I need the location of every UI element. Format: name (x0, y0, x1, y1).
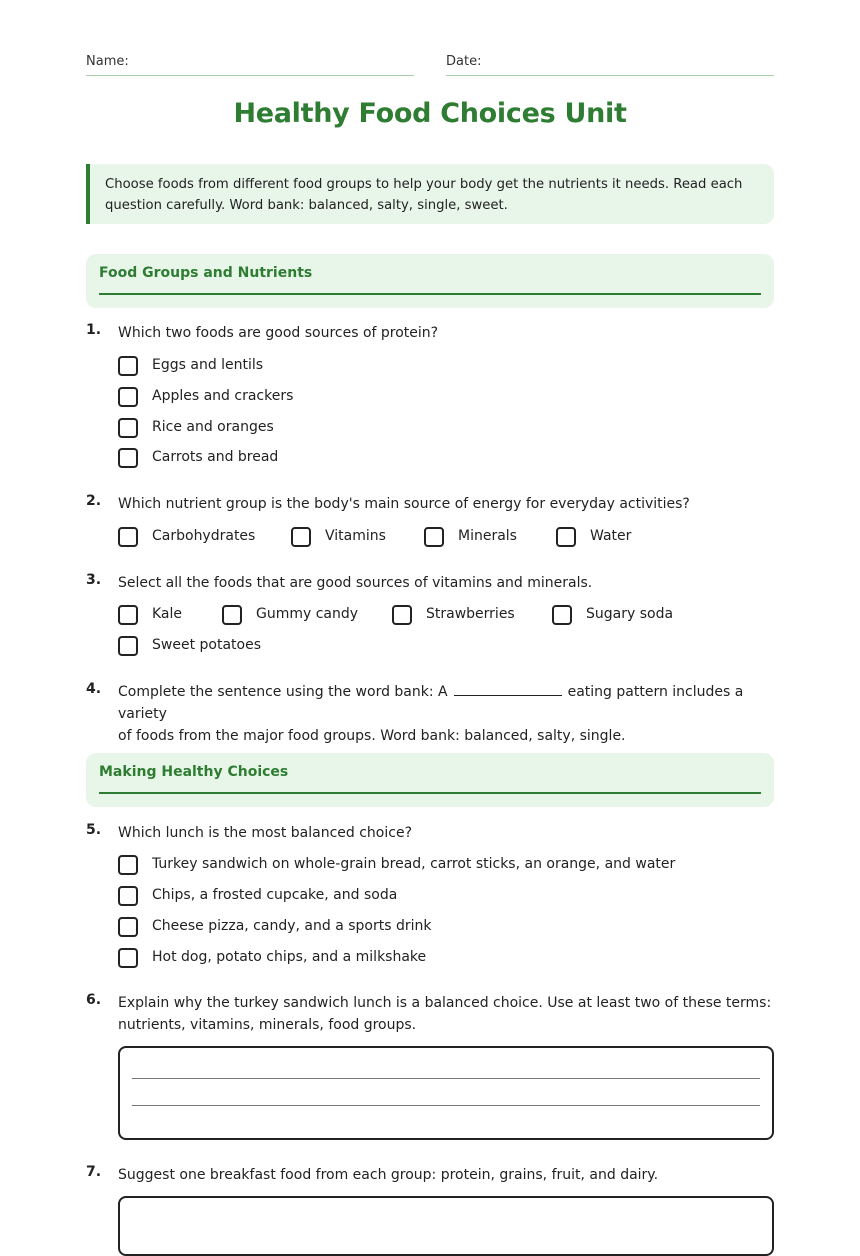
answer-box[interactable] (118, 1046, 774, 1140)
date-field[interactable] (446, 54, 774, 76)
section-title: Food Groups and Nutrients (99, 265, 313, 281)
option-label: Cheese pizza, candy, and a sports drink (152, 918, 432, 934)
section-title: Making Healthy Choices (99, 764, 289, 780)
instructions-box: Choose foods from different food groups to help your body get the nutrients it needs. Read each question carefully. Word bank: balanced, salty, single, sweet. (86, 164, 774, 224)
question-text-before: Complete the sentence using the word bank: A (118, 684, 448, 700)
option-label: Vitamins (325, 528, 386, 544)
name-date-row (86, 54, 774, 76)
option-label: Kale (152, 606, 183, 622)
option-label: Sweet potatoes (152, 637, 261, 653)
checkbox[interactable] (556, 527, 576, 547)
answer-line (132, 1105, 760, 1106)
question-number: 7. (86, 1164, 102, 1180)
question-number: 3. (86, 572, 102, 588)
question-number: 1. (86, 322, 102, 338)
question-text: Explain why the turkey sandwich lunch is a balanced choice. Use at least two of these terms: nutrients, vitamins, minerals, food groups. (118, 995, 772, 1033)
checkbox[interactable] (118, 886, 138, 906)
question-number: 6. (86, 992, 102, 1008)
checkbox[interactable] (392, 605, 412, 625)
question-text (118, 681, 774, 747)
date-label: Date: (446, 54, 482, 69)
checkbox[interactable] (552, 605, 572, 625)
checkbox[interactable] (118, 917, 138, 937)
option-label: Sugary soda (586, 606, 674, 622)
question-number: 2. (86, 493, 102, 509)
section-header-healthy-choices (86, 753, 774, 807)
question-number: 5. (86, 822, 102, 838)
question-text: Which nutrient group is the body's main source of energy for everyday activities? (118, 496, 690, 512)
page-title: Healthy Food Choices Unit (233, 98, 627, 129)
option-label: Apples and crackers (152, 388, 294, 404)
section-header-food-groups (86, 254, 774, 308)
answer-box[interactable] (118, 1196, 774, 1256)
checkbox[interactable] (222, 605, 242, 625)
option-label: Water (590, 528, 632, 544)
checkbox[interactable] (118, 855, 138, 875)
checkbox[interactable] (118, 448, 138, 468)
option-label: Hot dog, potato chips, and a milkshake (152, 949, 427, 965)
name-field[interactable] (86, 54, 414, 76)
checkbox[interactable] (118, 605, 138, 625)
question-number: 4. (86, 681, 102, 697)
checkbox[interactable] (118, 636, 138, 656)
checkbox[interactable] (291, 527, 311, 547)
option-label: Rice and oranges (152, 419, 274, 435)
checkbox[interactable] (118, 387, 138, 407)
option-label: Gummy candy (256, 606, 359, 622)
option-label: Strawberries (426, 606, 515, 622)
checkbox[interactable] (118, 527, 138, 547)
question-text-line2: of foods from the major food groups. Word bank: balanced, salty, single. (118, 728, 626, 744)
option-label: Turkey sandwich on whole-grain bread, carrot sticks, an orange, and water (152, 856, 676, 872)
checkbox[interactable] (118, 356, 138, 376)
name-label: Name: (86, 54, 129, 69)
question-text: Select all the foods that are good sources of vitamins and minerals. (118, 575, 593, 591)
question-text: Which two foods are good sources of protein? (118, 325, 439, 341)
checkbox[interactable] (424, 527, 444, 547)
fill-in-blank[interactable] (454, 681, 562, 696)
checkbox[interactable] (118, 948, 138, 968)
option-label: Minerals (458, 528, 517, 544)
option-label: Carrots and bread (152, 449, 279, 465)
question-text: Suggest one breakfast food from each group: protein, grains, fruit, and dairy. (118, 1167, 659, 1183)
option-label: Chips, a frosted cupcake, and soda (152, 887, 398, 903)
checkbox[interactable] (118, 418, 138, 438)
answer-line (132, 1078, 760, 1079)
question-text: Which lunch is the most balanced choice? (118, 825, 412, 841)
option-label: Carbohydrates (152, 528, 256, 544)
question-text-after: eating pattern includes a variety (118, 684, 744, 722)
option-label: Eggs and lentils (152, 357, 264, 373)
